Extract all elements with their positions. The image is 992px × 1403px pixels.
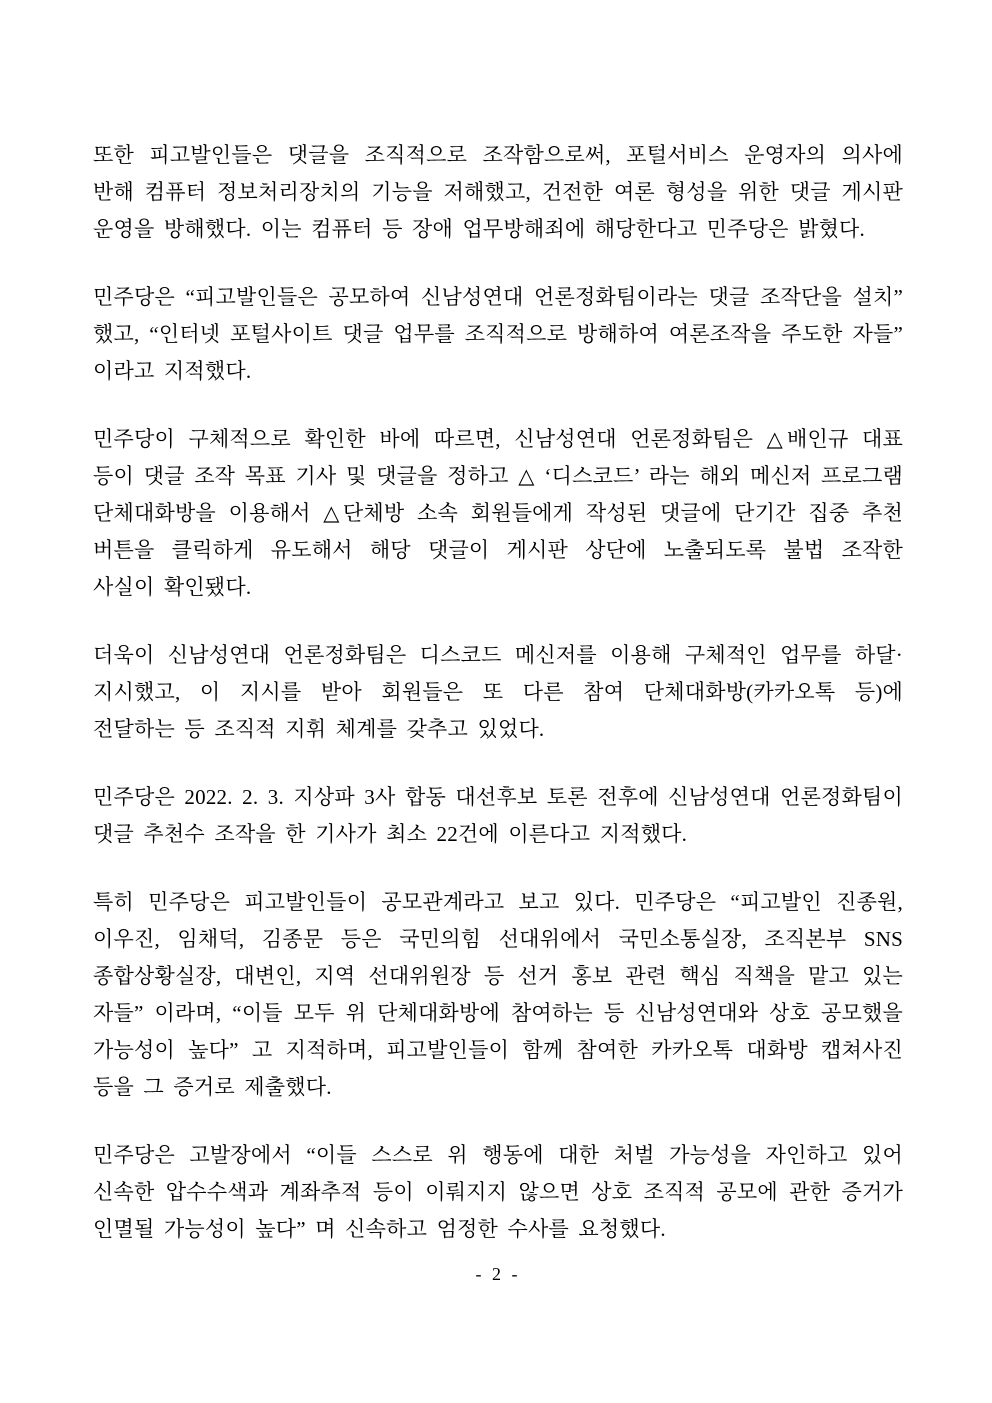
paragraph-5: 민주당은 2022. 2. 3. 지상파 3사 합동 대선후보 토론 전후에 신남성연대 언론정화팀이 댓글 추천수 조작을 한 기사가 최소 22건에 이른다고 지적했다. [93, 785, 903, 846]
paragraph-1: 또한 피고발인들은 댓글을 조직적으로 조작함으로써, 포털서비스 운영자의 의사에 반해 컴퓨터 정보처리장치의 기능을 저해했고, 건전한 여론 형성을 위한 댓글 게시판 운영을 방해했다. 이는 컴퓨터 등 장애 업무방해죄에 해당한다고 민주당은 밝혔다. [93, 143, 903, 241]
page-number: - 2 - [475, 1264, 521, 1284]
paragraph-6: 특히 민주당은 피고발인들이 공모관계라고 보고 있다. 민주당은 “피고발인 진종원, 이우진, 임채덕, 김종문 등은 국민의힘 선대위에서 국민소통실장, 조직본부 SNS 종합상황실장, 대변인, 지역 선대위원장 등 선거 홍보 관련 핵심 직책을 맡고 있는 자들” 이라며, “이들 모두 위 단체대화방에 참여하는 등 신남성연대와 상호 공모했을 가능성이 높다” 고 지적하며, 피고발인들이 함께 참여한 카카오톡 대화방 캡쳐사진 등을 그 증거로 제출했다. [93, 890, 903, 1099]
paragraph-4: 더욱이 신남성연대 언론정화팀은 디스코드 메신저를 이용해 구체적인 업무를 하달·지시했고, 이 지시를 받아 회원들은 또 다른 참여 단체대화방(카카오톡 등)에 전달하는 등 조직적 지휘 체계를 갖추고 있었다. [93, 643, 903, 741]
paragraph-7: 민주당은 고발장에서 “이들 스스로 위 행동에 대한 처벌 가능성을 자인하고 있어 신속한 압수수색과 계좌추적 등이 이뤄지지 않으면 상호 조직적 공모에 관한 증거가 인멸될 가능성이 높다” 며 신속하고 엄정한 수사를 요청했다. [93, 1143, 903, 1241]
paragraph-2: 민주당은 “피고발인들은 공모하여 신남성연대 언론정화팀이라는 댓글 조작단을 설치” 했고, “인터넷 포털사이트 댓글 업무를 조직적으로 방해하여 여론조작을 주도한 자들” 이라고 지적했다. [93, 285, 903, 383]
document-body [93, 137, 903, 1248]
paragraph-3: 민주당이 구체적으로 확인한 바에 따르면, 신남성연대 언론정화팀은 △배인규 대표 등이 댓글 조작 목표 기사 및 댓글을 정하고 △ ‘디스코드’ 라는 해외 메신저 프로그램 단체대화방을 이용해서 △단체방 소속 회원들에게 작성된 댓글에 단기간 집중 추천 버튼을 클릭하게 유도해서 해당 댓글이 게시판 상단에 노출되도록 불법 조작한 사실이 확인됐다. [93, 427, 903, 599]
